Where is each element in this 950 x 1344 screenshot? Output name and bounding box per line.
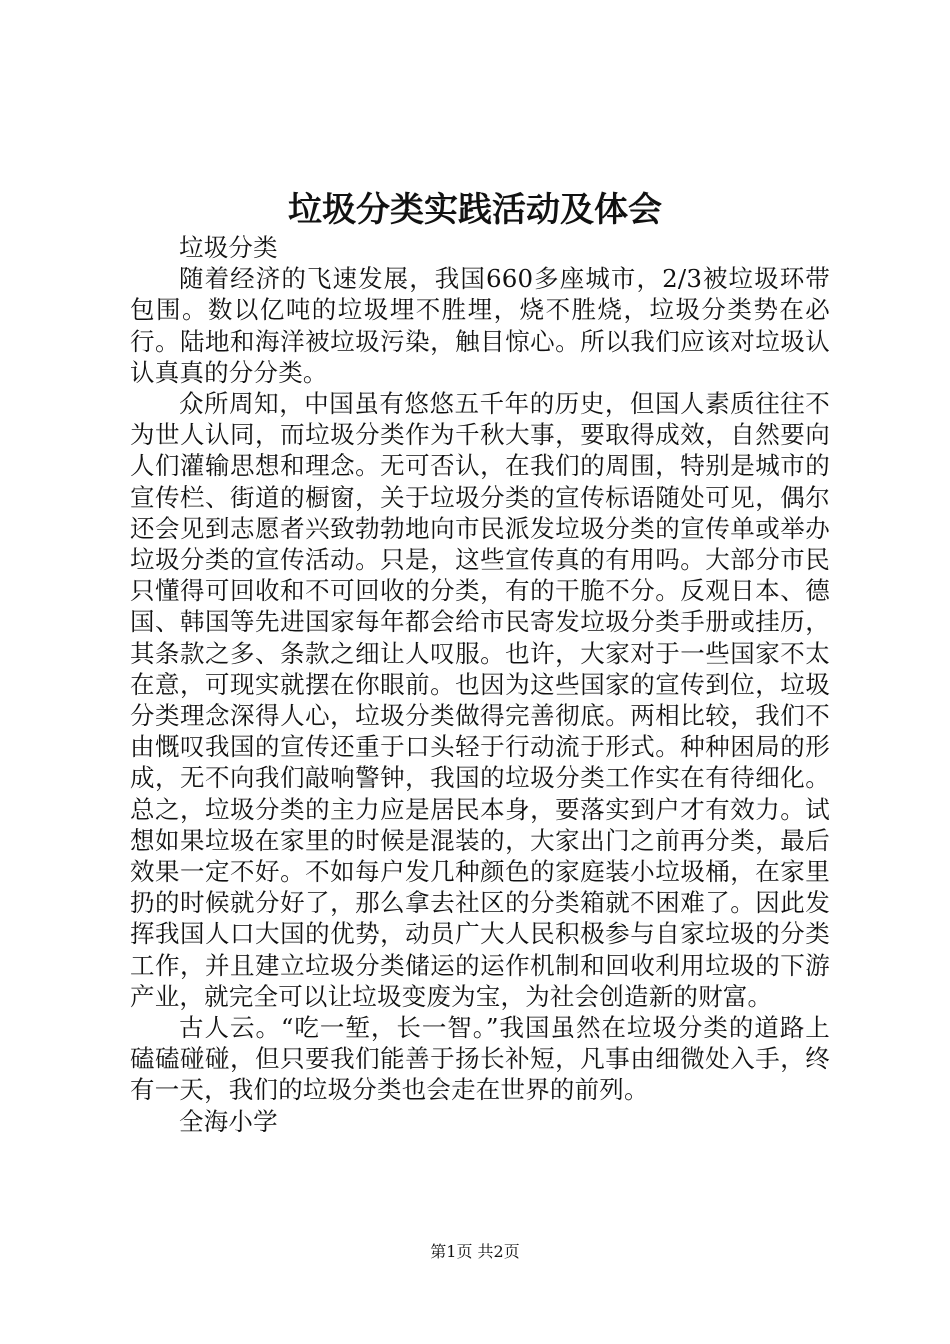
paragraph-heading: 垃圾分类 — [179, 233, 278, 262]
paragraph: 众所周知，中国虽有悠悠五千年的历史，但国人素质往往不为世人认同，而垃圾分类作为千秋大事，要取得成效，自然要向人们灌输思想和理念。无可否认，在我们的周围，特别是城市的宣传栏、街道的橱窗，关于垃圾分类的宣传标语随处可见，偶尔还会见到志愿者兴致勃勃地向市民派发垃圾分类的宣传单或举办垃圾分类的宣传活动。只是，这些宣传真的有用吗。大部分市民只懂得可回收和不可回收的分类，有的干脆不分。反观日本、德国、韩国等先进国家每年都会给市民寄发垃圾分类手册或挂历，其条款之多、条款之细让人叹服。也许，大家对于一些国家不太在意，可现实就摆在你眼前。也因为这些国家的宣传到位，垃圾分类理念深得人心，垃圾分类做得完善彻底。两相比较，我们不由慨叹我国的宣传还重于口头轻于行动流于形式。种种困局的形成，无不向我们敲响警钟，我国的垃圾分类工作实在有待细化。总之，垃圾分类的主力应是居民本身，要落实到户才有效力。试想如果垃圾在家里的时候是混装的，大家出门之前再分类，最后效果一定不好。不如每户发几种颜色的家庭装小垃圾桶，在家里扔的时候就分好了，那么拿去社区的分类箱就不困难了。因此发挥我国人口大国的优势，动员广大人民积极参与自家垃圾的分类工作，并且建立垃圾分类储运的运作机制和回收利用垃圾的下游产业，就完全可以让垃圾变废为宝，为社会创造新的财富。 — [130, 389, 830, 1011]
paragraph: 古人云。“吃一堑，长一智。”我国虽然在垃圾分类的道路上磕磕碰碰，但只要我们能善于扬长补短，凡事由细微处入手，终有一天，我们的垃圾分类也会走在世界的前列。 — [130, 1013, 830, 1105]
paragraph: 随着经济的飞速发展，我国660多座城市，2/3被垃圾环带包围。数以亿吨的垃圾埋不胜埋，烧不胜烧，垃圾分类势在必行。陆地和海洋被垃圾污染，触目惊心。所以我们应该对垃圾认认真真的分分类。 — [130, 264, 830, 387]
document-body — [130, 232, 830, 1137]
author-signature: 全海小学 — [179, 1106, 278, 1136]
document-title: 垃圾分类实践活动及体会 — [288, 190, 662, 230]
page-number-footer: 第1页 共2页 — [430, 1242, 520, 1261]
